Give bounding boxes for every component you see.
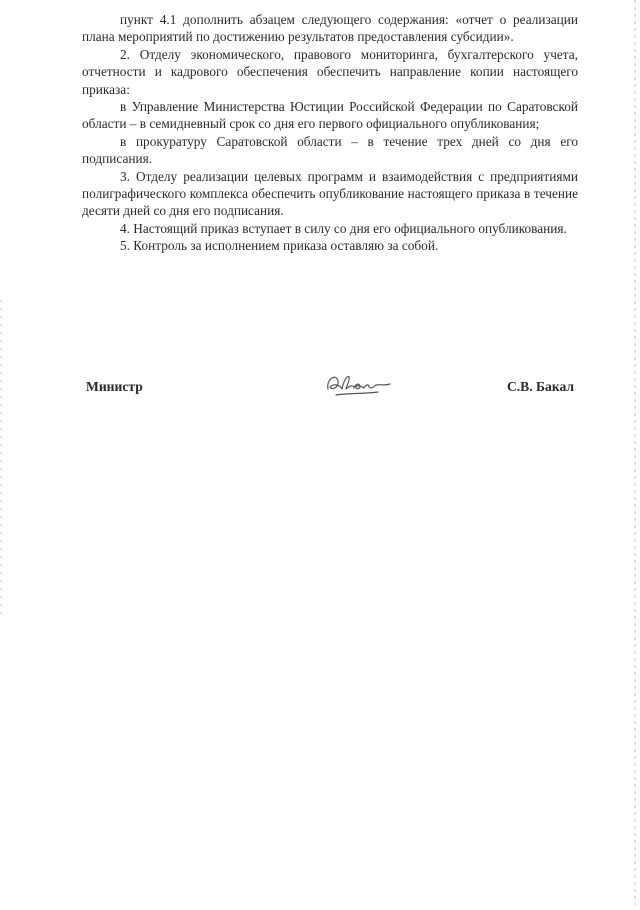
signature-block [82,373,578,403]
paragraph-item-4: 4. Настоящий приказ вступает в силу со дня его официального опубликования. [120,220,567,236]
paragraph-amendment: пункт 4.1 дополнить абзацем следующего содержания: «отчет о реализации плана мероприятий по достижению результатов предоставления субсидии». [82,12,578,45]
paragraph-item-2-justice: в Управление Министерства Юстиции Российской Федерации по Саратовской области – в семидневный срок со дня его первого официального опубликования; [82,99,578,132]
document-body [82,11,578,255]
handwritten-signature-icon [322,365,394,405]
paragraph-item-2: 2. Отделу экономического, правового мониторинга, бухгалтерского учета, отчетности и кадрового обеспечения обеспечить направление копии настоящего приказа: [82,46,578,97]
paragraph-item-3: 3. Отделу реализации целевых программ и взаимодействия с предприятиями полиграфического комплекса обеспечить опубликование настоящего приказа в течение десяти дней со дня его подписания. [82,168,578,219]
scan-right-edge [634,0,636,905]
signatory-title: Министр [86,379,143,394]
paragraph-item-5: 5. Контроль за исполнением приказа оставляю за собой. [120,238,439,254]
scan-left-edge [0,0,2,905]
paragraph-item-2-prosecutor: в прокуратуру Саратовской области – в течение трех дней со дня его подписания. [82,133,578,167]
signatory-name: С.В. Бакал [506,379,574,394]
